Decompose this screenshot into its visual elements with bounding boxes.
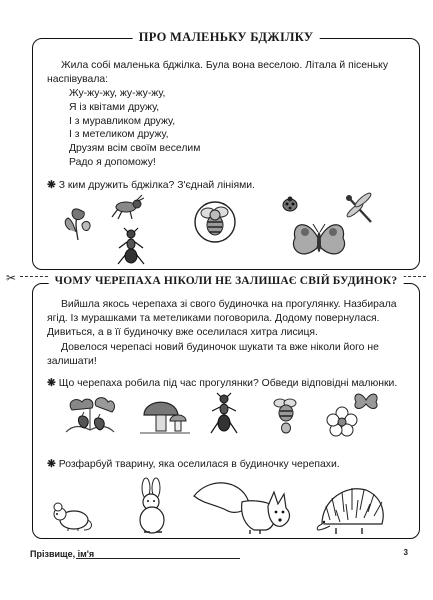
bee-task-text: З ким дружить бджілка? З'єднай лініями.: [58, 180, 255, 191]
bee-flower-picture[interactable]: [266, 395, 306, 435]
turtle-task-1-text: Що черепаха робила під час прогулянки? Обведи відповідні малюнки.: [58, 378, 398, 389]
poem-line: Я із квітами дружу,: [69, 101, 160, 113]
task-star-icon: ❋: [47, 378, 56, 389]
poem-line: І з муравликом дружу,: [69, 115, 176, 127]
turtle-task-2: [47, 458, 411, 472]
task-star-icon: ❋: [47, 180, 56, 191]
bee-poem: [69, 87, 200, 170]
poem-line: Жу-жу-жу, жу-жу-жу,: [69, 88, 166, 99]
turtle-task-2-text: Розфарбуй тварину, яка оселилася в будиночку черепахи.: [58, 459, 340, 470]
ladybird-picture[interactable]: [281, 196, 299, 212]
bee-intro-text: Жила собі маленька бджілка. Була вона веселою. Літала й пісеньку наспівувала:: [47, 60, 389, 86]
section-turtle-title: ЧОМУ ЧЕРЕПАХА НІКОЛИ НЕ ЗАЛИШАЄ СВІЙ БУДИНОК?: [49, 275, 404, 287]
page-number: 3: [403, 548, 408, 557]
turtle-task-1: [47, 377, 411, 391]
task-star-icon: ❋: [47, 459, 56, 470]
grasshopper-picture[interactable]: [110, 195, 144, 221]
poem-line: І з метеликом дружу,: [69, 129, 169, 141]
turtle-story-text: Вийшла якось черепаха зі свого будиночка на прогулянку. Назбирала ягід. Із мурашками та метеликами поговорила. Додому повернулася. Дивиться, а в її будиночку вже оселилася хитра лисиця.: [47, 299, 397, 339]
hedgehog-picture[interactable]: [316, 480, 388, 536]
mushroom-picture[interactable]: [140, 395, 190, 435]
butterfly-picture[interactable]: [287, 218, 351, 264]
section-bee-title: ПРО МАЛЕНЬКУ БДЖІЛКУ: [133, 30, 320, 45]
rabbit-picture[interactable]: [132, 478, 172, 536]
name-label: Прізвище, ім'я: [30, 549, 95, 559]
bee-picture[interactable]: [193, 200, 237, 244]
name-input-line[interactable]: [76, 558, 240, 559]
scissors-icon: ✂: [6, 271, 17, 285]
poem-line: Радо я допоможу!: [69, 156, 156, 168]
bellflower-picture[interactable]: [60, 200, 96, 242]
strawberry-picture[interactable]: [62, 392, 118, 436]
mouse-picture[interactable]: [48, 498, 94, 532]
bee-task: [47, 179, 411, 193]
fox-picture[interactable]: [190, 476, 300, 538]
poem-line: Друзям всім своїм веселим: [69, 143, 201, 155]
ant-walking-picture[interactable]: [210, 393, 238, 437]
turtle-story-ending: Довелося черепасі новий будиночок шукати та вже ніколи його не залишати!: [47, 342, 379, 368]
ant-picture[interactable]: [116, 228, 146, 268]
flower-butterfly-picture[interactable]: [322, 390, 378, 438]
dragonfly-picture[interactable]: [343, 192, 379, 228]
